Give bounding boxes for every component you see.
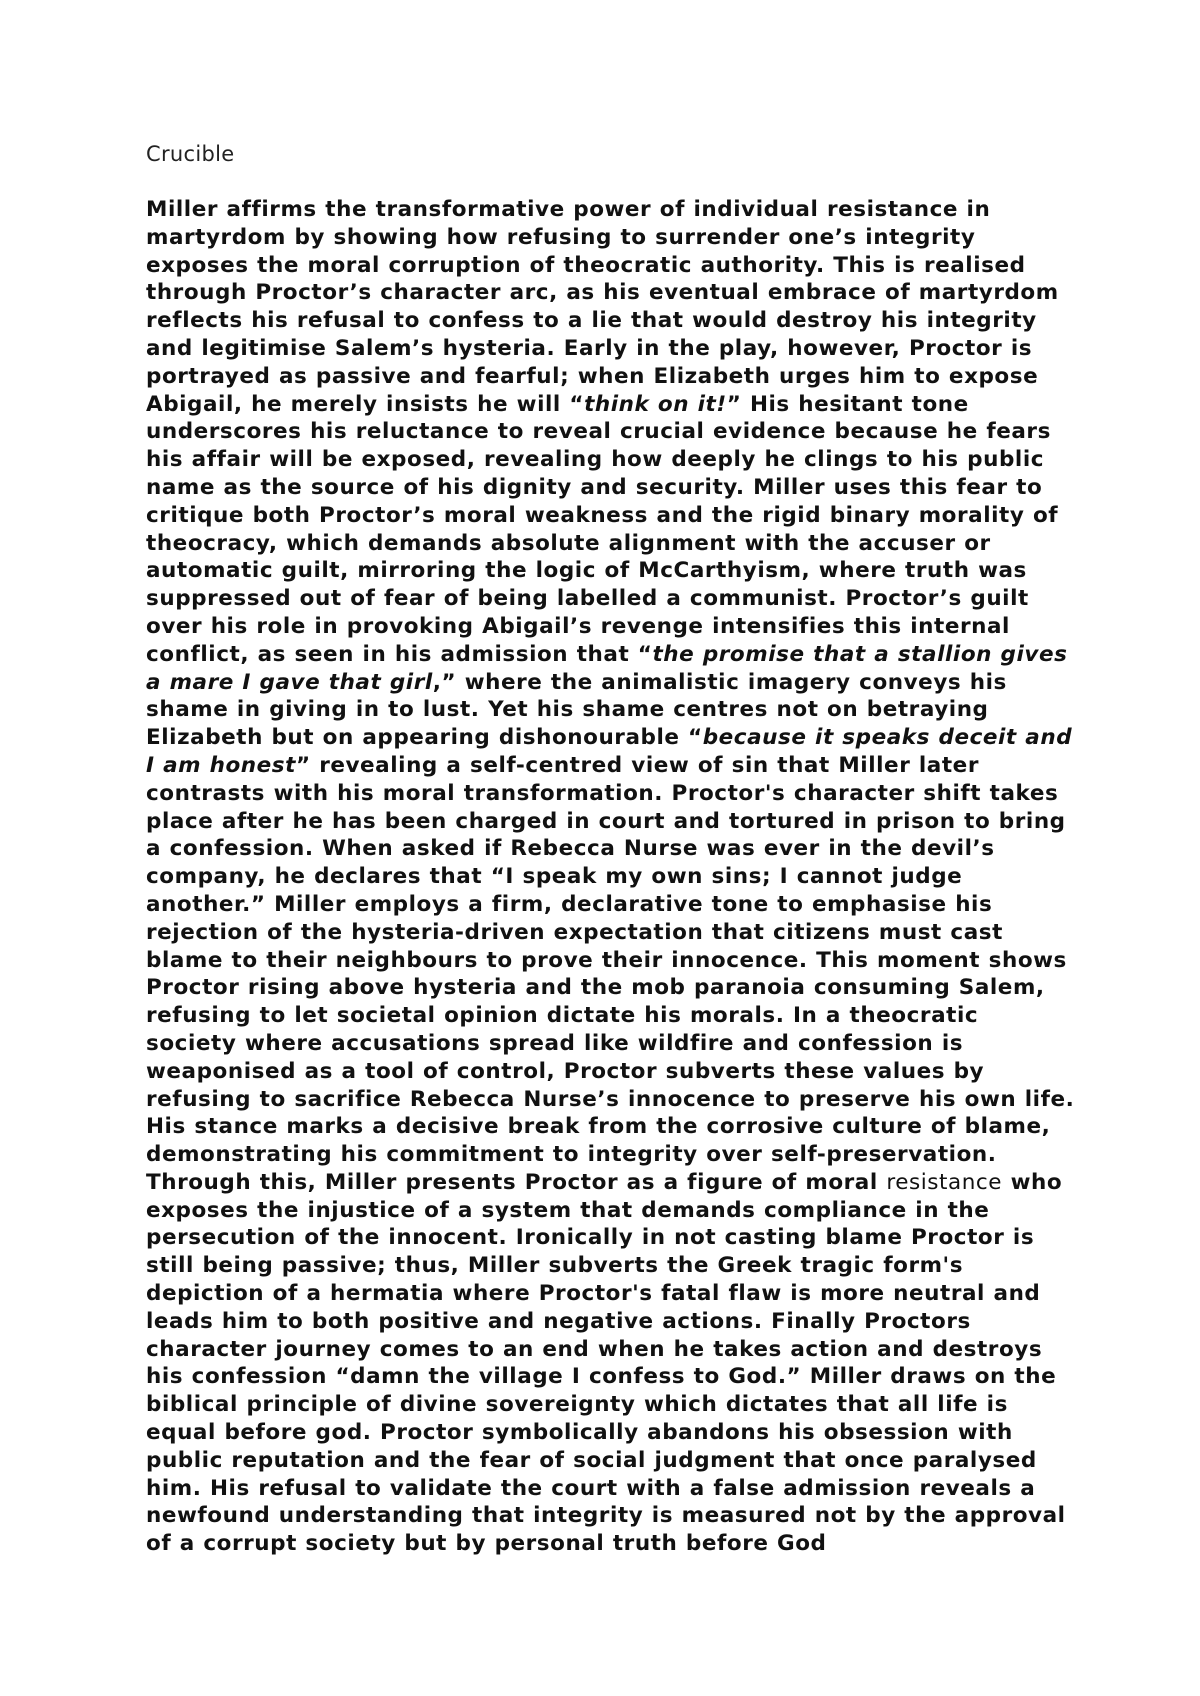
- essay-text-segment: who exposes the injustice of a system that demands compliance in the persecution of the innocent. Ironically in not casting blame Proctor is still being passive; thus, Miller subverts the Greek tragic form's depiction of a hermatia where Proctor's fatal flaw is more neutral and leads him to both positive and negative actions. Finally Proctors character journey comes to an end when he takes action and destroys his confession “damn the village I confess to God.” Miller draws on the biblical principle of divine sovereignty which dictates that all life is equal before god. Proctor symbolically abandons his obsession with public reputation and the fear of social judgment that once paralysed him. His refusal to validate the court with a false admission reveals a newfound understanding that integrity is measured not by the approval of a corrupt society but by personal truth before God: [146, 1169, 1066, 1557]
- document-title: Crucible: [146, 142, 235, 166]
- essay-text-segment: ” His hesitant tone underscores his reluctance to reveal crucial evidence because he fears his affair will be exposed, revealing how deeply he clings to his public name as the source of his dignity and security. Miller uses this fear to critique both Proctor’s moral weakness and the rigid binary morality of theocracy, which demands absolute alignment with the accuser or automatic guilt, mirroring the logic of McCarthyism, where truth was suppressed out of fear of being labelled a communist. Proctor’s guilt over his role in provoking Abigail’s revenge intensifies this internal conflict, as seen in his admission that “: [146, 391, 1059, 667]
- essay-text-segment: Miller affirms the transformative power of individual resistance in martyrdom by showing how refusing to surrender one’s integrity exposes the moral corruption of theocratic authority. This is realised through Proctor’s character arc, as his eventual embrace of martyrdom reflects his refusal to confess to a lie that would destroy his integrity and legitimise Salem’s hysteria. Early in the play, however, Proctor is portrayed as passive and fearful; when Elizabeth urges him to expose Abigail, he merely insists he will “: [146, 197, 1059, 417]
- quote-think-on-it: think on it!: [584, 391, 727, 417]
- essay-word-resistance: resistance: [886, 1169, 1003, 1195]
- quote-stallion-mare: the promise that a stallion gives a mare I gave that girl: [146, 641, 1068, 695]
- essay-text-segment: ” revealing a self-centred view of sin that Miller later contrasts with his moral transformation. Proctor's character shift takes place after he has been charged in court and tortured in prison to bring a confession. When asked if Rebecca Nurse was ever in the devil’s company, he declares that “I speak my own sins; I cannot judge another.” Miller employs a firm, declarative tone to emphasise his rejection of the hysteria-driven expectation that citizens must cast blame to their neighbours to prove their innocence. This moment shows Proctor rising above hysteria and the mob paranoia consuming Salem, refusing to let societal opinion dictate his morals. In a theocratic society where accusations spread like wildfire and confession is weaponised as a tool of control, Proctor subverts these values by refusing to sacrifice Rebecca Nurse’s innocence to preserve his own life. His stance marks a decisive break from the corrosive culture of blame, demonstrating his commitment to integrity over self-preservation. Through this, Miller presents Proctor as a figure of moral: [146, 752, 1075, 1195]
- essay-paragraph: [146, 196, 1076, 1558]
- quote-speaks-deceit: because it speaks deceit and I am honest: [146, 725, 1073, 778]
- document-page: [146, 140, 1076, 1558]
- essay-text-segment: ,” where the animalistic imagery conveys his shame in giving in to lust. Yet his shame centres not on betraying Elizabeth but on appearing dishonourable “: [146, 669, 1007, 751]
